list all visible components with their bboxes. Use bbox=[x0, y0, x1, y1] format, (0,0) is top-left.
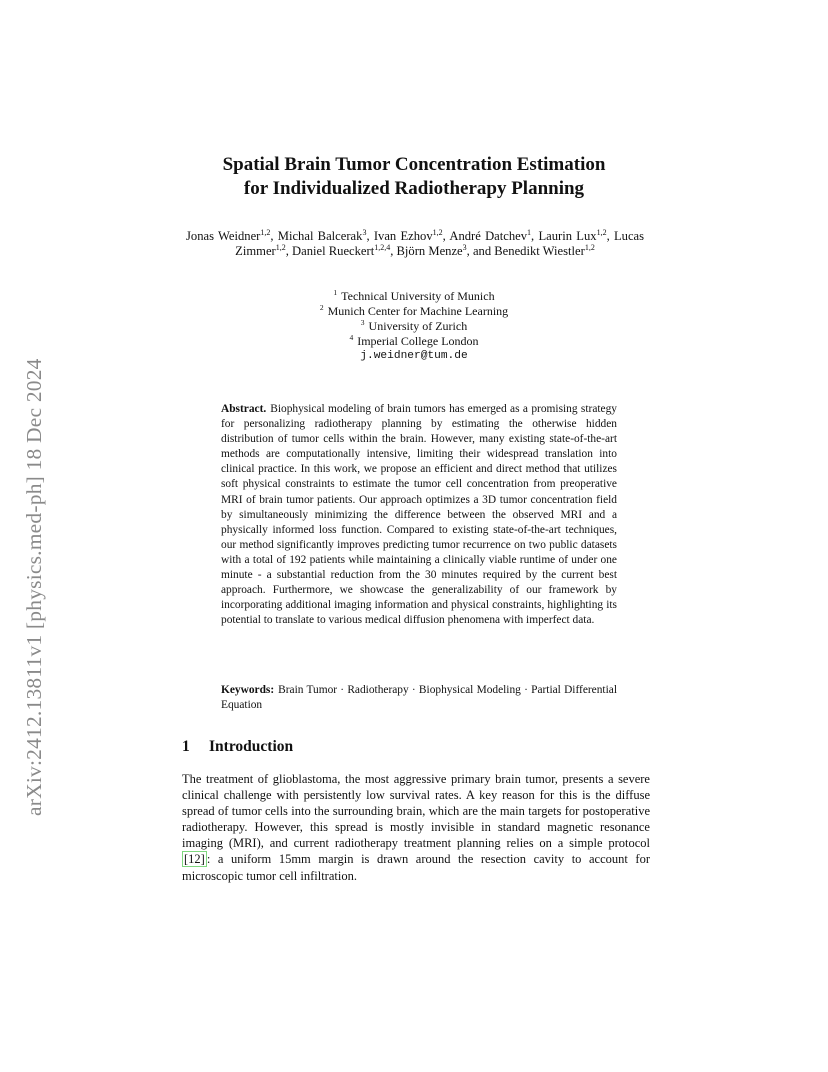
abstract-text: Biophysical modeling of brain tumors has emerged as a promising strategy for personalizing radiotherapy planning by estimating the otherwise hidden distribution of tumor cells within the brain. However, many existing state-of-the-art methods are computationally intensive, limiting their widespread translation into clinical practice. In this work, we propose an efficient and direct method that utilizes soft physical constraints to estimate the tumor cell concentration from preoperative MRI of brain tumor patients. Our approach optimizes a 3D tumor concentration field by simultaneously minimizing the difference between the observed MRI and a physically informed loss function. Compared to existing state-of-the-art techniques, our method significantly improves predicting tumor recurrence on two public datasets with a total of 192 patients while maintaining a clinically viable runtime of under one minute - a substantial reduction from the 30 minutes required by the current best approach. Furthermore, we showcase the generalizability of our framework by incorporating additional imaging information and physical constraints, highlighting its potential to translate to various medical diffusion phenomena with imperfect data. bbox=[221, 403, 617, 627]
abstract bbox=[221, 402, 617, 628]
affiliations bbox=[150, 289, 678, 364]
affiliation: $^2$ Munich Center for Machine Learning bbox=[319, 303, 509, 318]
author: Laurin Lux$^{1,2}$, bbox=[538, 227, 614, 243]
affiliation: $^1$ Technical University of Munich bbox=[333, 288, 495, 303]
keywords-text: Brain Tumor · Radiotherapy · Biophysical Modeling · Partial Differential Equation bbox=[221, 684, 617, 712]
section-number: 1 bbox=[182, 738, 190, 755]
title-line-2: for Individualized Radiotherapy Planning bbox=[243, 178, 585, 199]
keywords-label: Keywords: bbox=[221, 684, 275, 696]
author: Benedikt Wiestler$^{1,2}$ bbox=[494, 242, 595, 258]
citation-link[interactable]: [12] bbox=[184, 852, 205, 867]
keywords bbox=[221, 683, 617, 713]
section-title: Introduction bbox=[209, 738, 294, 755]
affiliation: $^4$ Imperial College London bbox=[349, 333, 479, 348]
author-list bbox=[186, 229, 644, 259]
author: André Datchev$^1$, bbox=[449, 227, 539, 243]
section-heading-introduction bbox=[182, 738, 293, 756]
author: Daniel Rueckert$^{1,2,4}$, bbox=[292, 242, 397, 258]
title-line-1: Spatial Brain Tumor Concentration Estimation bbox=[222, 154, 606, 175]
contact-email[interactable]: j.weidner@tum.de bbox=[360, 350, 468, 362]
author: Michal Balcerak$^3$, bbox=[277, 227, 374, 243]
author: Jonas Weidner$^{1,2}$, bbox=[186, 227, 278, 243]
author: Lucas Zimmer$^{1,2}$, bbox=[235, 229, 645, 258]
affiliation: $^3$ University of Zurich bbox=[360, 318, 468, 333]
abstract-label: Abstract. bbox=[221, 403, 267, 415]
arxiv-identifier-stamp[interactable]: arXiv:2412.13811v1 [physics.med-ph] 18 Dec 2024 bbox=[22, 358, 46, 816]
author: Björn Menze$^3$, and bbox=[396, 242, 495, 258]
introduction-paragraph: The treatment of glioblastoma, the most aggressive primary brain tumor, presents a severe clinical challenge with persistently low survival rates. A key reason for this is the diffuse spread of tumor cells into the surrounding brain, which are the main targets for postoperative radiotherapy. However, this spread is mostly invisible in standard magnetic resonance imaging (MRI), and current radiotherapy treatment planning relies on a simple protocol [12] : a uniform 15mm margin is drawn around the resection cavity to account for microscopic tumor cell infiltration. bbox=[182, 772, 650, 883]
author: Ivan Ezhov$^{1,2}$, bbox=[373, 227, 450, 243]
paper-title bbox=[150, 153, 678, 201]
